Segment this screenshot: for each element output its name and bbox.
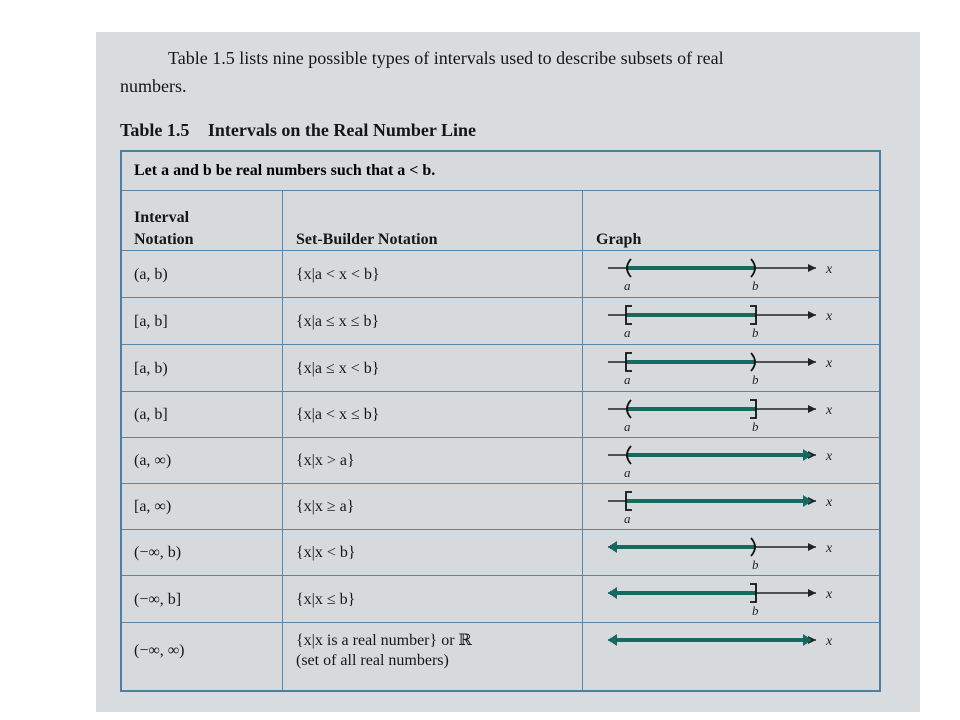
- table-row: [122, 297, 879, 345]
- axis-label: x: [826, 356, 833, 371]
- right-infinity-arrow: [803, 449, 812, 461]
- set-builder-line-1: {x|x is a real number} or ℝ: [296, 631, 472, 649]
- table-row: [122, 483, 879, 530]
- axis-arrow-right: [808, 543, 816, 551]
- axis-arrow-right: [808, 311, 816, 319]
- right-infinity-arrow: [803, 495, 812, 507]
- tick-label-a: a: [624, 372, 631, 387]
- number-line-graph: [596, 345, 846, 392]
- axis-label: x: [826, 309, 833, 324]
- interval-notation: (−∞, b]: [134, 590, 182, 608]
- set-builder-notation: {x|x ≥ a}: [296, 498, 355, 515]
- set-builder-notation: {x|a ≤ x ≤ b}: [296, 312, 380, 330]
- tick-label-b: b: [752, 278, 759, 293]
- left-infinity-arrow: [608, 634, 617, 646]
- left-infinity-arrow: [608, 541, 617, 553]
- number-line-graph: [596, 438, 846, 484]
- column-divider-1: [282, 190, 283, 690]
- number-line-graph: [596, 392, 846, 438]
- table-caption: [120, 120, 476, 141]
- set-builder-notation: {x|x < b}: [296, 544, 356, 561]
- interval-notation: [a, b): [134, 359, 168, 377]
- axis-arrow-right: [808, 589, 816, 597]
- number-line-graph: [596, 576, 846, 623]
- table-caption-label: Table 1.5: [120, 120, 190, 140]
- number-line-graph: [596, 484, 846, 530]
- axis-arrow-right: [808, 264, 816, 272]
- header-interval-notation: [134, 191, 284, 255]
- tick-label-a: a: [624, 511, 631, 526]
- interval-notation: (a, ∞): [134, 452, 172, 469]
- set-builder-notation: {x|a < x < b}: [296, 265, 380, 283]
- left-infinity-arrow: [608, 587, 617, 599]
- right-infinity-arrow: [803, 634, 812, 646]
- tick-label-a: a: [624, 419, 631, 434]
- tick-label-a: a: [624, 278, 631, 293]
- tick-label-a: a: [624, 465, 631, 480]
- interval-notation: [a, ∞): [134, 498, 172, 515]
- table-row: [122, 344, 879, 392]
- table-note: Let a and b be real numbers such that a < b.: [134, 162, 436, 179]
- axis-label: x: [826, 634, 833, 649]
- intro-line-1: Table 1.5 lists nine possible types of intervals used to describe subsets of real: [168, 48, 724, 68]
- axis-label: x: [826, 541, 833, 556]
- header-interval-line-2: Notation: [134, 231, 194, 248]
- number-line-graph: [596, 251, 846, 298]
- tick-label-b: b: [752, 372, 759, 387]
- tick-label-b: b: [752, 325, 759, 340]
- table-row: [122, 250, 879, 298]
- tick-label-b: b: [752, 603, 759, 618]
- axis-label: x: [826, 262, 833, 277]
- number-line-graph: [596, 298, 846, 345]
- set-builder-notation: {x|a ≤ x < b}: [296, 359, 380, 377]
- axis-label: x: [826, 449, 833, 464]
- table-row: [122, 622, 879, 678]
- interval-notation: (−∞, ∞): [134, 641, 185, 659]
- interval-notation: (a, b]: [134, 406, 168, 423]
- table-header-row: [122, 190, 879, 251]
- header-graph: Graph: [596, 231, 642, 248]
- intro-paragraph: [120, 44, 888, 100]
- set-builder-notation: {x|a < x ≤ b}: [296, 406, 380, 423]
- axis-arrow-right: [808, 405, 816, 413]
- axis-arrow-right: [808, 358, 816, 366]
- header-interval-line-1: Interval: [134, 209, 190, 226]
- set-builder-notation: [296, 623, 576, 678]
- header-set-builder: Set-Builder Notation: [296, 231, 438, 248]
- interval-notation: [a, b]: [134, 312, 168, 330]
- interval-notation: (a, b): [134, 265, 168, 283]
- table-row: [122, 575, 879, 623]
- interval-notation: (−∞, b): [134, 544, 182, 561]
- table-caption-title: Intervals on the Real Number Line: [207, 120, 477, 140]
- intro-line-2: numbers.: [120, 76, 187, 96]
- set-builder-notation: {x|x ≤ b}: [296, 590, 356, 608]
- tick-label-b: b: [752, 557, 759, 572]
- tick-label-b: b: [752, 419, 759, 434]
- table-row: [122, 437, 879, 484]
- intervals-table: [120, 150, 881, 692]
- table-note-row: [122, 152, 879, 190]
- set-builder-notation: {x|x > a}: [296, 452, 355, 469]
- axis-label: x: [826, 495, 833, 510]
- table-row: [122, 529, 879, 576]
- number-line-graph: [596, 530, 846, 576]
- axis-label: x: [826, 587, 833, 602]
- set-builder-line-2: (set of all real numbers): [296, 651, 449, 669]
- column-divider-2: [582, 190, 583, 690]
- table-row: [122, 391, 879, 438]
- number-line-graph: [596, 623, 846, 678]
- tick-label-a: a: [624, 325, 631, 340]
- textbook-page: [96, 32, 920, 712]
- axis-label: x: [826, 403, 833, 418]
